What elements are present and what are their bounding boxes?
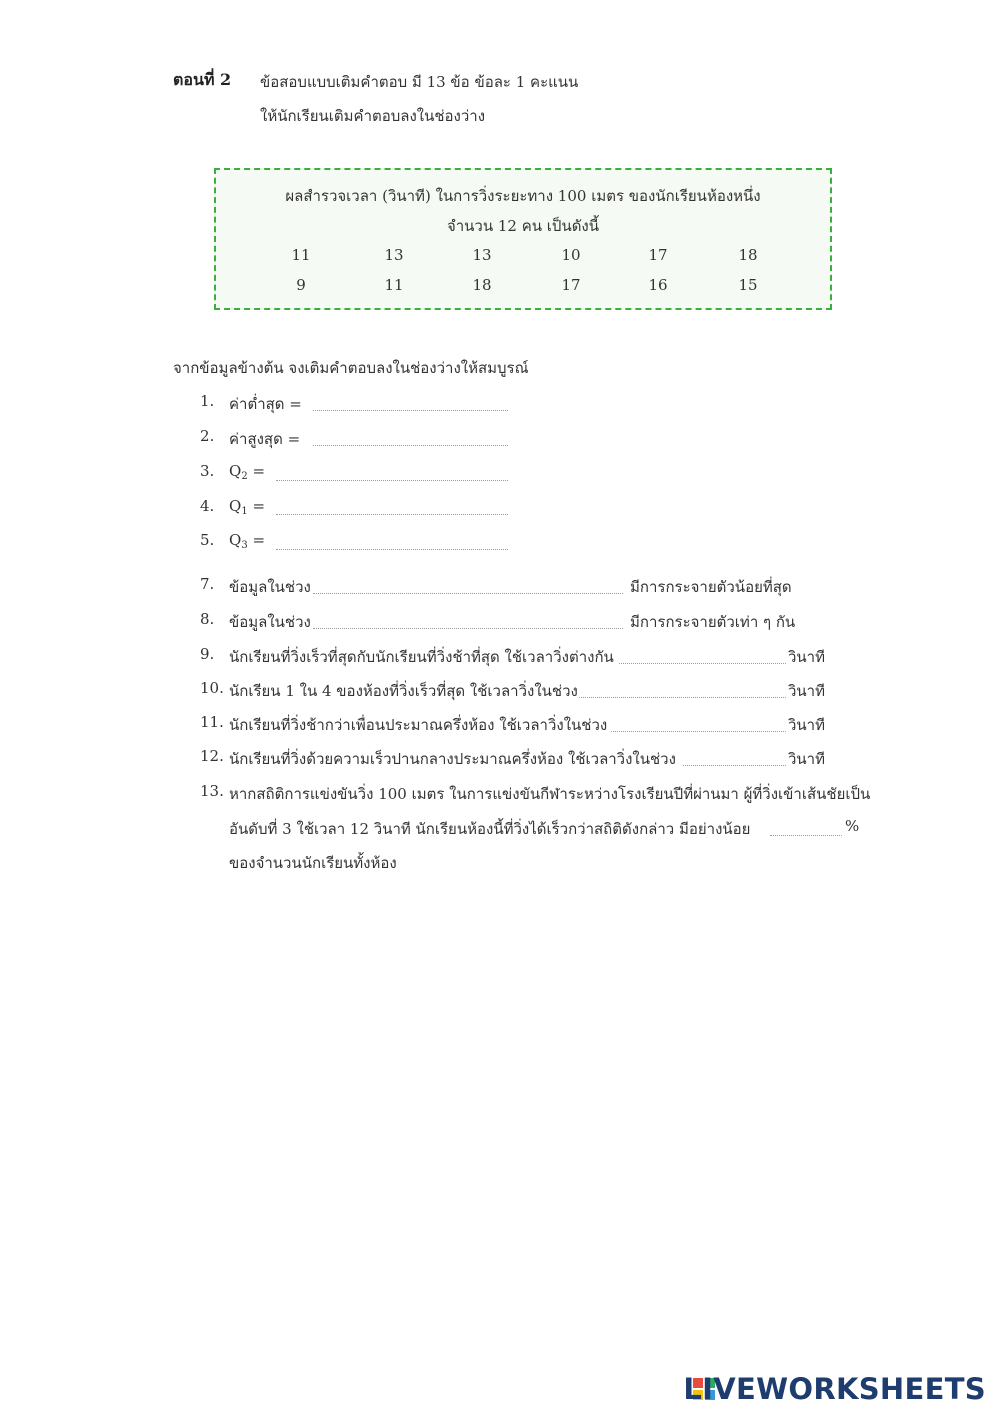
question-text-line-2: อันดับที่ 3 ใช้เวลา 12 วินาที นักเรียนห้องนี้ที่วิ่งได้เร็วกว่าสถิติดังกล่าว มีอย่างน้อย — [229, 820, 751, 838]
data-value: 15 — [738, 276, 758, 294]
answer-blank-11[interactable] — [611, 731, 786, 732]
question-number: 7. — [200, 575, 215, 593]
question-number: 11. — [200, 713, 224, 731]
q-subscript: 1 — [241, 506, 248, 517]
question-number: 10. — [200, 679, 224, 697]
question-text: นักเรียน 1 ใน 4 ของห้องที่วิ่งเร็วที่สุด ใช้เวลาวิ่งในช่วง — [229, 682, 578, 700]
answer-blank-4[interactable] — [276, 514, 508, 515]
question-text: นักเรียนที่วิ่งเร็วที่สุดกับนักเรียนที่วิ่งช้าที่สุด ใช้เวลาวิ่งต่างกัน — [229, 648, 614, 666]
data-value: 18 — [738, 246, 758, 264]
question-number: 9. — [200, 645, 215, 663]
liveworksheets-brand: LIVEWORKSHEETS — [683, 1372, 986, 1406]
question-text-line-3: ของจำนวนนักเรียนทั้งห้อง — [229, 854, 397, 872]
equals-sign: = — [252, 531, 266, 549]
equals-sign: = — [252, 462, 266, 480]
question-text: นักเรียนที่วิ่งช้ากว่าเพื่อนประมาณครึ่งห้อง ใช้เวลาวิ่งในช่วง — [229, 716, 608, 734]
question-number: 1. — [200, 392, 215, 410]
question-text — [229, 531, 265, 551]
question-suffix: มีการกระจายตัวน้อยที่สุด — [630, 578, 792, 596]
answer-blank-12[interactable] — [683, 765, 786, 766]
question-suffix: วินาที — [788, 716, 825, 734]
answer-blank-8[interactable] — [313, 628, 623, 629]
question-number: 4. — [200, 497, 215, 515]
data-value: 11 — [384, 276, 404, 294]
question-number: 5. — [200, 531, 215, 549]
question-text — [229, 497, 265, 517]
question-number: 2. — [200, 427, 215, 445]
q-subscript: 2 — [241, 471, 248, 482]
equals-sign: = — [252, 497, 266, 515]
answer-blank-5[interactable] — [276, 549, 508, 550]
data-value: 10 — [561, 246, 581, 264]
question-number: 12. — [200, 747, 224, 765]
instruction-line-1: ข้อสอบแบบเติมคำตอบ มี 13 ข้อ ข้อละ 1 คะแนน — [260, 73, 579, 91]
question-suffix: วินาที — [788, 648, 825, 666]
data-box-title-1: ผลสำรวจเวลา (วินาที) ในการวิ่งระยะทาง 100 เมตร ของนักเรียนห้องหนึ่ง — [285, 187, 761, 205]
data-value: 13 — [384, 246, 404, 264]
question-text: ค่าต่ำสุด = — [229, 395, 302, 413]
question-suffix: มีการกระจายตัวเท่า ๆ กัน — [630, 613, 796, 631]
question-number: 3. — [200, 462, 215, 480]
data-value: 9 — [296, 276, 306, 294]
answer-blank-13[interactable] — [770, 835, 842, 836]
q-symbol: Q — [229, 531, 242, 549]
data-value: 13 — [472, 246, 492, 264]
data-value: 11 — [291, 246, 311, 264]
question-text-line-1: หากสถิติการแข่งขันวิ่ง 100 เมตร ในการแข่งขันกีฬาระหว่างโรงเรียนปีที่ผ่านมา ผู้ที่วิ่งเข้าเส้นชัยเป็น — [229, 785, 871, 803]
question-suffix: วินาที — [788, 682, 825, 700]
answer-blank-3[interactable] — [276, 480, 508, 481]
question-text: นักเรียนที่วิ่งด้วยความเร็วปานกลางประมาณครึ่งห้อง ใช้เวลาวิ่งในช่วง — [229, 750, 676, 768]
question-number: 13. — [200, 782, 224, 800]
q-symbol: Q — [229, 462, 242, 480]
answer-blank-7[interactable] — [313, 593, 623, 594]
question-text — [229, 462, 265, 482]
data-value: 17 — [561, 276, 581, 294]
question-number: 8. — [200, 610, 215, 628]
question-text: ค่าสูงสุด = — [229, 430, 301, 448]
q-symbol: Q — [229, 497, 242, 515]
question-text: ข้อมูลในช่วง — [229, 613, 311, 631]
question-suffix: % — [845, 817, 860, 835]
instructions-prompt: จากข้อมูลข้างต้น จงเติมคำตอบลงในช่องว่างให้สมบูรณ์ — [173, 359, 529, 377]
data-value: 16 — [648, 276, 668, 294]
answer-blank-2[interactable] — [313, 445, 508, 446]
answer-blank-10[interactable] — [579, 697, 786, 698]
q-subscript: 3 — [241, 540, 248, 551]
question-suffix: วินาที — [788, 750, 825, 768]
question-text: ข้อมูลในช่วง — [229, 578, 311, 596]
data-value: 18 — [472, 276, 492, 294]
answer-blank-9[interactable] — [619, 663, 786, 664]
data-value: 17 — [648, 246, 668, 264]
part-label: ตอนที่ 2 — [173, 70, 232, 89]
data-box — [214, 168, 832, 310]
instruction-line-2: ให้นักเรียนเติมคำตอบลงในช่องว่าง — [260, 107, 486, 125]
data-box-title-2: จำนวน 12 คน เป็นดังนี้ — [446, 217, 600, 235]
answer-blank-1[interactable] — [313, 410, 508, 411]
